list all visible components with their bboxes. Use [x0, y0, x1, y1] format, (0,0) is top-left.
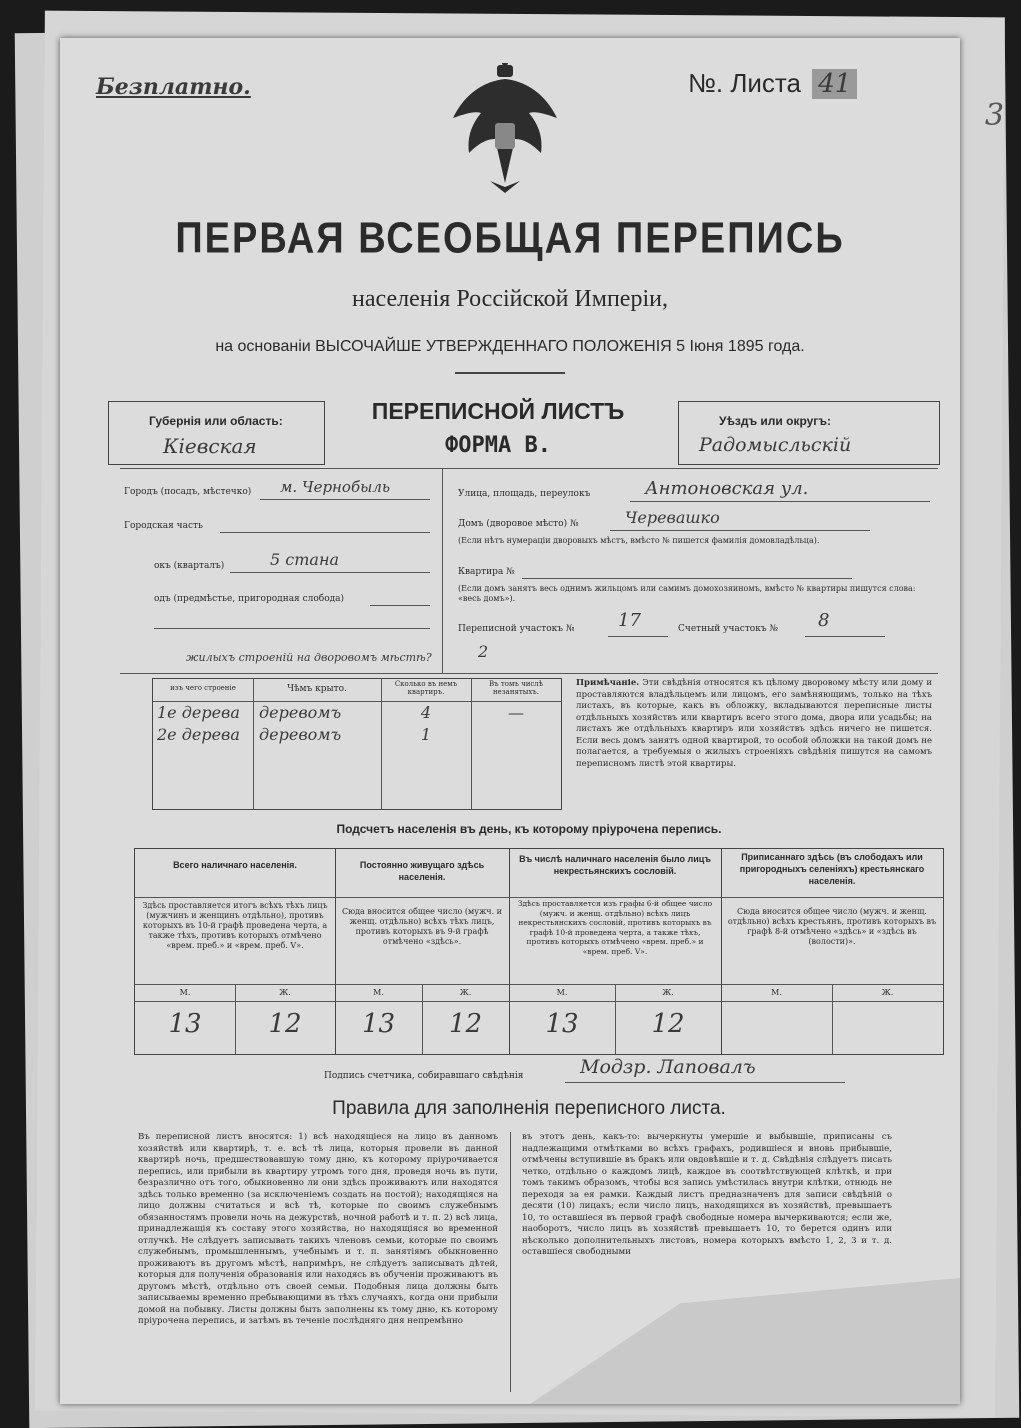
district-box	[678, 401, 940, 465]
tally-col4-head: Приписаннаго здѣсь (въ слободахъ или пригородныхъ селеніяхъ) крестьянскаго населенія.	[739, 852, 925, 886]
street-value: Антоновская ул.	[645, 478, 809, 499]
apartment-label: Квартира №	[458, 567, 515, 577]
sheet-number-value: 41	[812, 69, 857, 99]
tally-col2-desc: Сюда вносится общее число (мужч. и женщ. отдѣльно) всѣхъ тѣхъ лицъ, противъ которыхъ въ 9-й графѣ отмѣчено «здѣсь».	[341, 907, 503, 946]
col-roof-header: Чѣмъ крыто.	[287, 684, 347, 694]
f-label: Ж.	[662, 988, 674, 997]
f-label: Ж.	[459, 988, 472, 997]
col-material-header: изъ чего строеніе	[170, 684, 236, 692]
note-title: Примѣчаніе.	[576, 678, 640, 688]
house-note: (Если нѣтъ нумераціи дворовыхъ мѣстъ, вмѣсто № пишется фамилія домовладѣльца).	[458, 536, 820, 545]
rules-title: Правила для заполненія переписного листа.	[332, 1098, 726, 1119]
enumerator-signature: Модзр. Лаповалъ	[580, 1056, 756, 1078]
block-label: окъ (кварталъ)	[154, 561, 225, 571]
sheet-number-label: №. Листа	[688, 68, 802, 98]
suburb-label: одъ (предмѣстье, пригородная слобода)	[154, 594, 345, 604]
side-page-mark: 3	[985, 98, 1005, 133]
tally-col4-desc: Сюда вносится общее число (мужч. и женщ. отдѣльно) всѣхъ крестьянъ, противъ которыхъ въ графѣ 8-й отмѣчено «здѣсь» и «здѣсь въ (волости)».	[727, 907, 937, 946]
col-vacant-header: Въ томъ числѣ незанятыхъ.	[489, 680, 543, 696]
divider	[455, 372, 565, 374]
census-title: ПЕРВАЯ ВСЕОБЩАЯ ПЕРЕПИСЬ	[175, 214, 845, 264]
apartment-note: (Если домъ занятъ весь однимъ жильцомъ или самимъ домохозяиномъ, вмѣсто № квартиры пишутся слова: «весь домъ»).	[458, 584, 916, 603]
tally-col2-head: Постоянно живущаго здѣсь населенія.	[359, 860, 485, 882]
row2-roof: деревомъ	[259, 725, 342, 744]
house-value: Черевашко	[625, 508, 720, 527]
street-label: Улица, площадь, переулокъ	[458, 489, 591, 499]
province-box	[108, 401, 325, 465]
census-subtitle: населенія Россійской Имперіи,	[352, 286, 668, 312]
permanent-female: 12	[448, 1009, 483, 1039]
row1-roof: деревомъ	[259, 703, 342, 722]
f-label: Ж.	[279, 988, 291, 997]
signature-label: Подпись счетчика, собиравшаго свѣдѣнія	[324, 1071, 524, 1081]
tally-title: Подсчетъ населенія въ день, къ которому пріурочена перепись.	[336, 822, 722, 836]
city-value: м. Чернобыль	[280, 478, 391, 496]
row2-apartments: 1	[420, 725, 432, 744]
col-apartments-header: Сколько въ немъ квартиръ.	[394, 680, 458, 696]
row1-apartments: 4	[420, 703, 432, 722]
tally-col1-head: Всего наличнаго населенія.	[173, 860, 297, 870]
nonpeasant-female: 12	[651, 1009, 685, 1039]
count-district-value: 8	[818, 610, 830, 631]
tally-col3-head: Въ числѣ наличнаго населенія было лицъ некрестьянскихъ сословій.	[519, 854, 711, 876]
f-label: Ж.	[881, 988, 894, 997]
m-label: М.	[556, 988, 568, 997]
buildings-table	[152, 678, 562, 810]
province-value: Кіевская	[163, 434, 257, 458]
tally-col3-desc: Здѣсь проставляется изъ графы 6-й общее число (мужч. и женщ. отдѣльно) всѣхъ лицъ некрестьянскихъ сословій, противъ которыхъ въ графѣ 10-й проведена черта, а также тѣхъ, противъ которыхъ отмѣчено «врем. преб.» и «врем. преб. V».	[517, 899, 713, 956]
row1-material: 1е дерева	[157, 703, 240, 722]
row2-material: 2е дерева	[157, 725, 240, 744]
buildings-count-label: жилыхъ строеній на дворовомъ мѣстѣ?	[186, 651, 432, 664]
count-district-label: Счетный участокъ №	[678, 624, 778, 634]
total-male: 13	[168, 1009, 202, 1039]
census-sheet	[60, 38, 960, 1404]
nonpeasant-male: 13	[545, 1009, 579, 1039]
buildings-note	[576, 678, 932, 770]
legal-basis: на основаніи ВЫСОЧАЙШЕ УТВЕРЖДЕННАГО ПОЛОЖЕНІЯ 5 Іюня 1895 года.	[215, 338, 805, 355]
district-value: Радомысльскій	[699, 434, 852, 456]
row1-vacant: —	[508, 703, 524, 722]
permanent-male: 13	[361, 1009, 396, 1039]
m-label: М.	[179, 988, 191, 997]
rules-right-column: въ этотъ день, какъ-то: вычеркнуты умершіе и выбывшіе, приписаны съ надлежащими отмѣтками во всѣхъ графахъ, родившіеся и вновь прибывшіе, отмѣчены вступившіе въ бракъ или овдовѣвшіе и т. д. Свѣдѣнія слѣдуетъ писать четко, отдѣльно о каждомъ лицѣ, каждое въ соотвѣтствующей клѣткѣ, и при томъ такимъ образомъ, чтобы вся запись умѣстилась внутри клѣтки, отнюдь не переходя за ея рамки. Каждый листъ предназначенъ для записи свѣдѣній о десяти (10) лицахъ; если число лицъ, находящихся въ хозяйствѣ, превышаетъ 10, то оставшіеся въ первой графѣ свободные номера вычеркиваются; если же, наоборотъ, число лицъ въ хозяйствѣ превышаетъ 10, то берется одинъ или нѣсколько дополнительныхъ листовъ, номера которыхъ вмѣсто 1, 2, 3 и т. д. оставшіеся свободными	[522, 1132, 892, 1257]
city-label: Городъ (посадъ, мѣстечко)	[124, 487, 252, 497]
house-label: Домъ (дворовое мѣсто) №	[458, 519, 579, 529]
note-text: Эти свѣдѣнія относятся къ цѣлому дворовому мѣсту или дому и проставляются владѣльцемъ или лицомъ, его замѣняющимъ, только на тѣхъ листахъ, въ которые, какъ въ обложку, вкладываются переписные листы отдѣльныхъ хозяйствъ или квартиръ всего этого дома, двора или усадьбы; на листахъ же отдѣльныхъ квартиръ или хозяйствъ здѣсь ничего не пишется. Если весь домъ занятъ одной квартирой, то особой обложки на такой домъ не полагается, а требуемыя о жилыхъ строеніяхъ свѣдѣнія пишутся на самомъ переписномъ листѣ этой квартиры.	[576, 678, 933, 769]
tally-table	[134, 848, 944, 1055]
census-district-value: 17	[618, 610, 641, 631]
buildings-count-value: 2	[478, 642, 489, 661]
double-headed-eagle-emblem	[445, 63, 565, 198]
census-district-label: Переписной участокъ №	[458, 624, 575, 634]
sheet-title: ПЕРЕПИСНОЙ ЛИСТЪ	[371, 398, 625, 424]
province-label: Губернія или область:	[149, 414, 283, 428]
block-value: 5 стана	[270, 550, 340, 569]
m-label: М.	[373, 988, 384, 997]
city-part-label: Городская часть	[124, 521, 203, 531]
form-name: ФОРМА В.	[445, 433, 551, 458]
tally-col1-desc: Здѣсь проставляется итогъ всѣхъ тѣхъ лицъ (мужчинъ и женщинъ отдѣльно), противъ которыхъ въ 10-й графѣ проведена черта, а также тѣхъ, противъ которыхъ отмѣчено «врем. преб.» и «врем. преб. V».	[142, 901, 328, 950]
m-label: М.	[771, 988, 782, 997]
district-label: Уѣздъ или округъ:	[719, 414, 832, 428]
total-female: 12	[268, 1009, 302, 1039]
free-label: Безплатно.	[96, 74, 251, 100]
rules-left-column: Въ переписной листъ вносятся: 1) всѣ находящіеся на лицо въ данномъ хозяйствѣ или квартирѣ, т. е. всѣ тѣ лица, которыя провели въ данной квартирѣ ночь, предшествовавшую тому дню, къ которому пріурочивается перепись, или прибыли въ квартиру утромъ того дня, проведя ночь въ пути, безразлично отъ того, обыкновенно ли они здѣсь проживаютъ или находятся здѣсь только временно (за исключеніемъ создать на постой); находящіяся на лицо должны считаться и всѣ тѣ, которые по своимъ служебнымъ обязанностямъ провели ночь на дежурствѣ, ночной работѣ и т. п. 2) всѣ лица, принадлежащія къ составу этого хозяйства, но находящіяся во временной отлучкѣ. Не слѣдуетъ записывать такихъ членовъ семьи, которые по своимъ служебнымъ, промышленнымъ, учебнымъ и т. п. занятіямъ обыкновенно проживаютъ въ другомъ мѣстѣ, напримѣръ, не слѣдуетъ записывать дѣтей, которыя для полученія образованія или находясь въ обученіи проживаютъ въ другомъ мѣстѣ, отдѣльно отъ своей семьи. Подобныя лица должны быть записываемы временно пребывающими въ тѣхъ случаяхъ, когда они прибыли домой на побывку. Листы должны быть заполнены къ тому дню, къ которому пріурочена перепись, и затѣмъ въ теченіе послѣдняго дня непремѣнно	[138, 1132, 498, 1326]
